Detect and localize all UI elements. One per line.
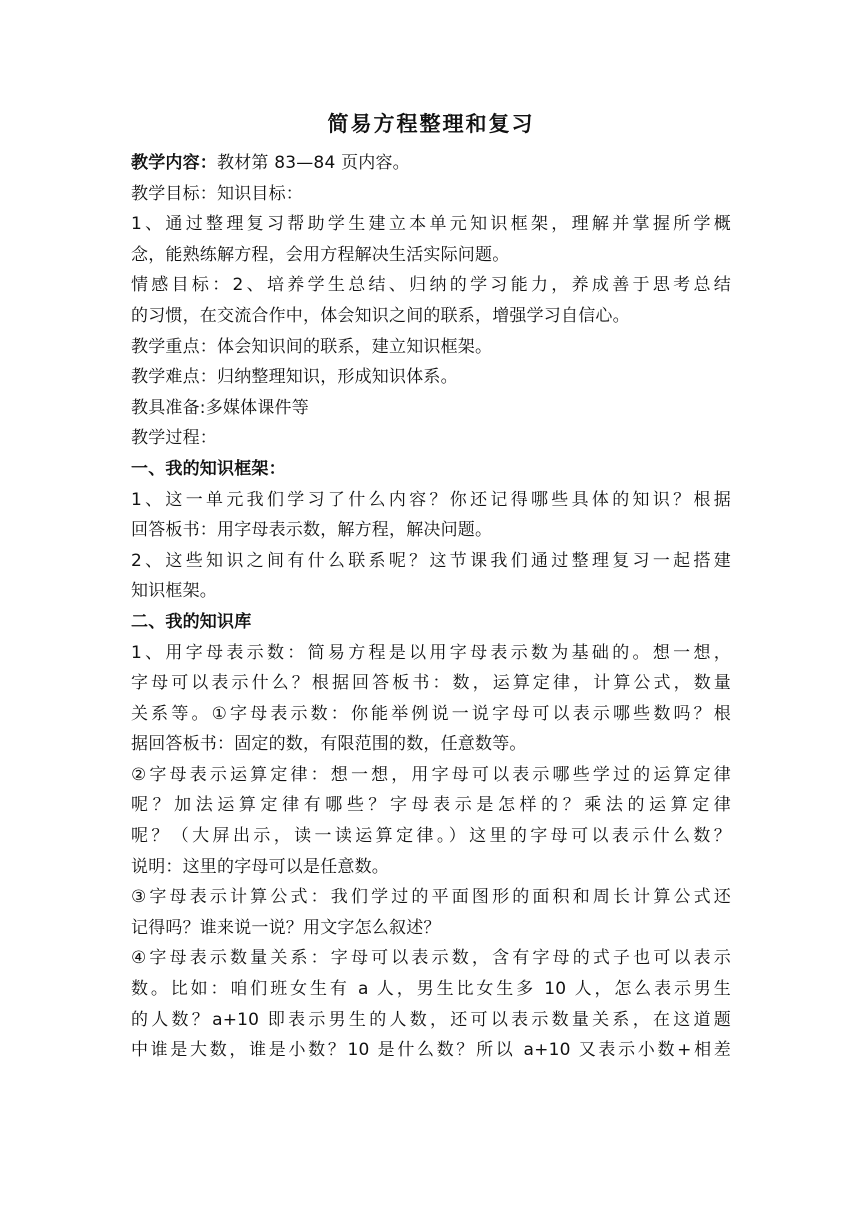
line-text: 的人数？a+10 即表示男生的人数，还可以表示数量关系，在这道题 <box>131 1009 731 1030</box>
text-line <box>131 821 731 852</box>
line-text: 教学难点：归纳整理知识，形成知识体系。 <box>131 367 458 388</box>
text-line <box>131 515 731 546</box>
document-page <box>131 108 731 1066</box>
text-line <box>131 913 731 944</box>
text-line <box>131 454 731 485</box>
line-text: 1、通过整理复习帮助学生建立本单元知识框架，理解并掌握所学概 <box>131 214 731 235</box>
bold-heading-text: 一、我的知识框架： <box>131 458 286 479</box>
line-text: 说明：这里的字母可以是任意数。 <box>131 856 389 877</box>
line-text: ②字母表示运算定律：想一想，用字母可以表示哪些学过的运算定律 <box>131 764 731 785</box>
text-line <box>131 240 731 271</box>
line-text: 据回答板书：固定的数，有限范围的数，任意数等。 <box>131 734 527 755</box>
text-line <box>131 485 731 516</box>
bold-heading-text: 教学内容： <box>131 153 217 173</box>
line-text: 情感目标：2、培养学生总结、归纳的学习能力，养成善于思考总结 <box>131 275 731 296</box>
text-line <box>131 1005 731 1036</box>
text-line <box>131 638 731 669</box>
line-text: 教学重点：体会知识间的联系，建立知识框架。 <box>131 336 493 357</box>
line-text: ④字母表示数量关系：字母可以表示数，含有字母的式子也可以表示 <box>131 948 731 969</box>
text-line <box>131 362 731 393</box>
line-text: 字母可以表示什么？根据回答板书：数，运算定律，计算公式，数量 <box>131 673 731 694</box>
line-text: 的习惯，在交流合作中，体会知识之间的联系，增强学习自信心。 <box>131 305 630 326</box>
line-text: 知识框架。 <box>131 581 217 602</box>
line-text: 教学目标：知识目标： <box>131 183 303 204</box>
text-line <box>131 209 731 240</box>
text-line <box>131 576 731 607</box>
line-text: 念，能熟练解方程，会用方程解决生活实际问题。 <box>131 244 510 265</box>
line-text: 关系等。①字母表示数：你能举例说一说字母可以表示哪些数吗？根 <box>131 703 731 724</box>
text-line <box>131 270 731 301</box>
bold-heading-text: 二、我的知识库 <box>131 611 252 632</box>
line-text: 1、用字母表示数：简易方程是以用字母表示数为基础的。想一想， <box>131 642 731 663</box>
text-line <box>131 423 731 454</box>
line-text: 2、这些知识之间有什么联系呢？这节课我们通过整理复习一起搭建 <box>131 550 731 571</box>
line-text: 记得吗？谁来说一说？用文字怎么叙述？ <box>131 917 441 938</box>
text-line <box>131 760 731 791</box>
text-line <box>131 607 731 638</box>
line-text: 1、这一单元我们学习了什么内容？你还记得哪些具体的知识？根据 <box>131 489 731 510</box>
line-text: 中谁是大数，谁是小数？10 是什么数？所以 a+10 又表示小数+相差 <box>131 1040 731 1061</box>
line-text: 回答板书：用字母表示数，解方程，解决问题。 <box>131 520 493 541</box>
line-text: 教具准备:多媒体课件等 <box>131 397 309 418</box>
text-line <box>131 668 731 699</box>
line-text: ③字母表示计算公式：我们学过的平面图形的面积和周长计算公式还 <box>131 887 731 908</box>
text-line <box>131 852 731 883</box>
text-line <box>131 148 731 179</box>
line-text: 教材第 83—84 页内容。 <box>217 153 410 173</box>
text-line <box>131 790 731 821</box>
line-text: 数。比如：咱们班女生有 a 人，男生比女生多 10 人，怎么表示男生 <box>131 979 731 1000</box>
text-line <box>131 974 731 1005</box>
text-line <box>131 546 731 577</box>
text-line <box>131 393 731 424</box>
text-line <box>131 729 731 760</box>
text-line <box>131 301 731 332</box>
line-text: 教学过程： <box>131 428 217 449</box>
text-line <box>131 699 731 730</box>
text-line <box>131 179 731 210</box>
text-line <box>131 1035 731 1066</box>
document-title: 简易方程整理和复习 <box>327 111 535 136</box>
text-line <box>131 882 731 913</box>
line-text: 呢？加法运算定律有哪些？字母表示是怎样的？乘法的运算定律 <box>131 795 731 816</box>
text-line <box>131 332 731 363</box>
document-body <box>131 148 731 1066</box>
line-text: 呢？（大屏出示，读一读运算定律。）这里的字母可以表示什么数？ <box>131 826 731 847</box>
text-line <box>131 943 731 974</box>
